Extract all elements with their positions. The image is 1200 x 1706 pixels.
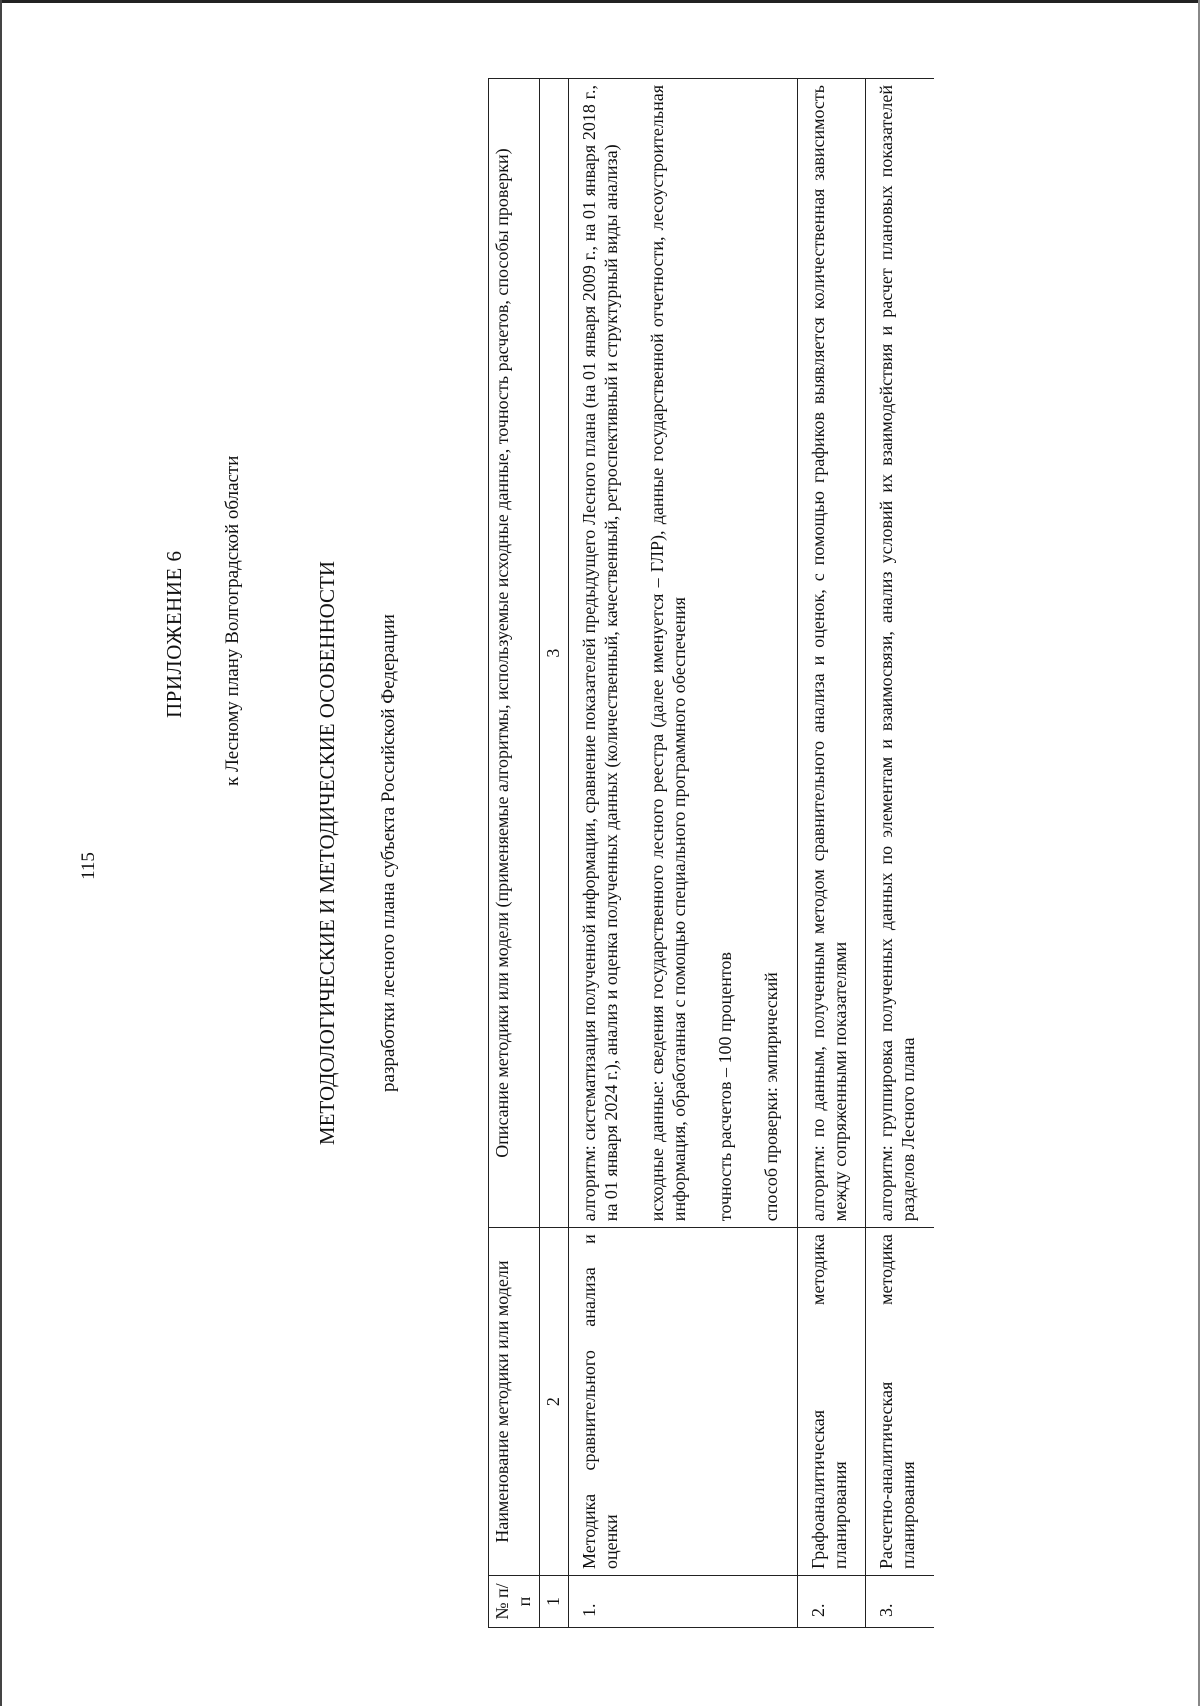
method-description — [866, 79, 934, 1228]
header-number: № п/п — [489, 1576, 540, 1628]
method-description — [797, 79, 866, 1228]
methods-table — [488, 78, 934, 1628]
document-title: МЕТОДОЛОГИЧЕСКИЕ И МЕТОДИЧЕСКИЕ ОСОБЕННОСТИ — [315, 560, 339, 1146]
table-header-row — [489, 79, 540, 1628]
description-paragraph: алгоритм: систематизация полученной информации, сравнение показателей предыдущего Лесного плана (на 01 января 2009 г., на 01 января 2018 г., на 01 января 2024 г.), анализ и оценка полученных данных (количественный, качественный, ретроспективный и структурный виды анализа) — [578, 85, 621, 1222]
column-numbers-row — [539, 79, 568, 1628]
description-paragraph: точность расчетов – 100 процентов — [714, 952, 735, 1222]
table-row — [568, 79, 797, 1628]
table-row — [866, 79, 934, 1628]
document-subtitle: разработки лесного плана субъекта Российской Федерации — [378, 614, 399, 1092]
row-number: 1. — [568, 1576, 797, 1628]
row-number: 3. — [866, 1576, 934, 1628]
header-method-description: Описание методики или модели (применяемые алгоритмы, используемые исходные данные, точность расчетов, способы проверки) — [489, 79, 540, 1228]
appendix-title: ПРИЛОЖЕНИЕ 6 — [162, 550, 186, 718]
column-number: 2 — [539, 1228, 568, 1576]
column-number: 1 — [539, 1576, 568, 1628]
method-name: Методика сравнительного анализа и оценки — [568, 1228, 797, 1576]
appendix-subtitle: к Лесному плану Волгоградской области — [222, 455, 243, 786]
table-row — [797, 79, 866, 1628]
header-method-name: Наименование методики или модели — [489, 1228, 540, 1576]
method-name: Графоаналитическая методика планирования — [797, 1228, 866, 1576]
row-number: 2. — [797, 1576, 866, 1628]
description-paragraph: исходные данные: сведения государственного лесного реестра (далее именуется – ГЛР), данные государственной отчетности, лесоустроительная информация, обработанная с помощью специального программного обеспечения — [646, 85, 689, 1222]
description-paragraph: способ проверки: эмпирический — [760, 972, 781, 1222]
method-description — [568, 79, 797, 1228]
column-number: 3 — [539, 79, 568, 1228]
description-paragraph: алгоритм: по данным, полученным методом сравнительного анализа и оценок, с помощью графиков выявляется количественная зависимость между сопряженными показателями — [807, 85, 850, 1222]
description-paragraph: алгоритм: группировка полученных данных по элементам и взаимосвязи, анализ условий их взаимодействия и расчет плановых показателей разделов Лесного плана — [876, 85, 919, 1222]
page-number: 115 — [78, 852, 99, 880]
method-name: Расчетно-аналитическая методика планирования — [866, 1228, 934, 1576]
